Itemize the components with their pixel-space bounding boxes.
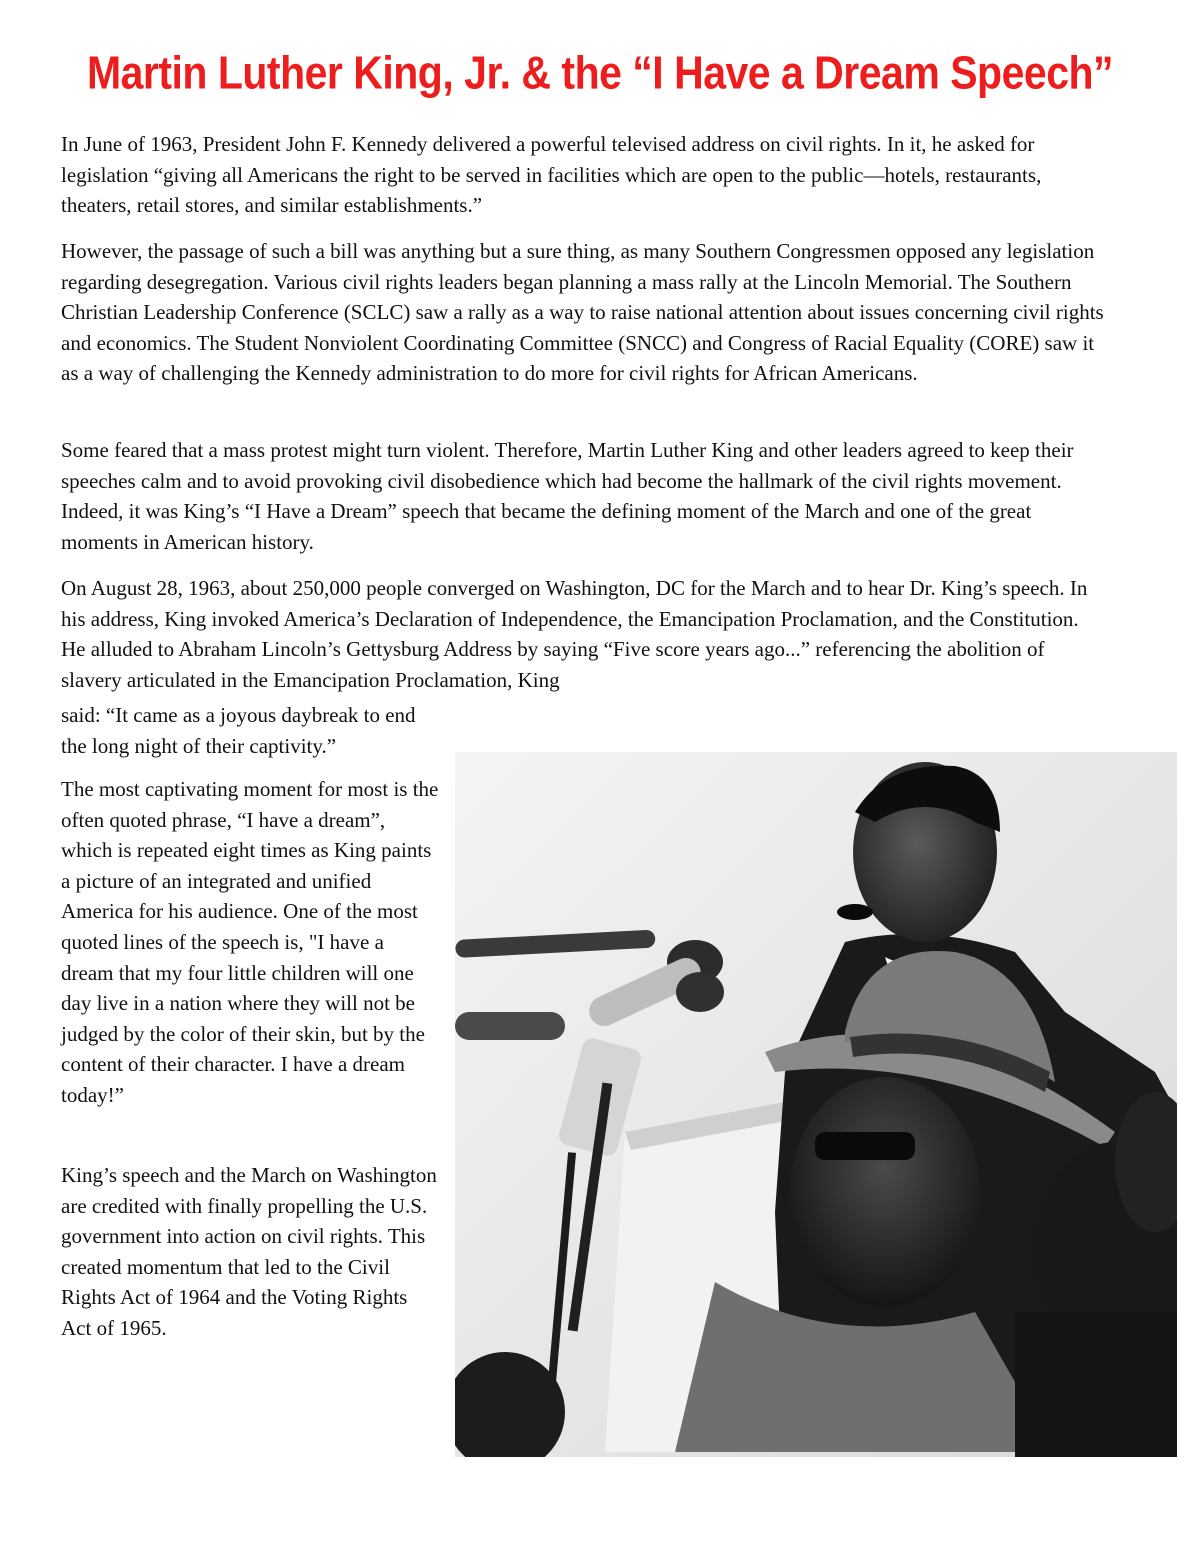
paragraph-daybreak-quote: said: “It came as a joyous daybreak to end the long night of their captivity.”	[61, 703, 416, 758]
mlk-speech-photo	[455, 752, 1177, 1457]
paragraph-kennedy-address: In June of 1963, President John F. Kennedy delivered a powerful televised address on civil rights. In it, he asked for legislation “giving all Americans the right to be served in facilities which are open to the public—hotels, restaurants, theaters, retail stores, and similar establishments.”	[61, 132, 1042, 218]
paragraph-legacy: King’s speech and the March on Washington are credited with finally propelling the U.S. government into action on civil rights. This created momentum that led to the Civil Rights Act of 1964 and the Voting Rights Act of 1965.	[61, 1163, 437, 1340]
page-title: Martin Luther King, Jr. & the “I Have a Dream Speech”	[86, 47, 1114, 99]
paragraph-i-have-a-dream: The most captivating moment for most is the often quoted phrase, “I have a dream”, which is repeated eight times as King paints a picture of an integrated and unified America for his audience. One of the most quoted lines of the speech is, "I have a dream that my four little children will one day live in a nation where they will not be judged by the color of their skin, but by the content of their character. I have a dream today!”	[61, 777, 439, 1107]
paragraph-mass-protest: Some feared that a mass protest might turn violent. Therefore, Martin Luther King and other leaders agreed to keep their speeches calm and to avoid provoking civil disobedience which had become the hallmark of the civil rights movement. Indeed, it was King’s “I Have a Dream” speech that became the defining moment of the March and one of the great moments in American history.	[61, 438, 1074, 554]
paragraph-march-on-washington: On August 28, 1963, about 250,000 people converged on Washington, DC for the March and to hear Dr. King’s speech. In his address, King invoked America’s Declaration of Independence, the Emancipation Proclamation, and the Constitution. He alluded to Abraham Lincoln’s Gettysburg Address by saying “Five score years ago...” referencing the abolition of slavery articulated in the Emancipation Proclamation, King	[61, 576, 1088, 692]
ranger-face	[790, 1077, 980, 1307]
paragraph-legislation-rally: However, the passage of such a bill was anything but a sure thing, as many Southern Congressmen opposed any legislation regarding desegregation. Various civil rights leaders began planning a mass rally at the Lincoln Memorial. The Southern Christian Leadership Conference (SCLC) saw a rally as a way to raise national attention about issues concerning civil rights and economics. The Student Nonviolent Coordinating Committee (SNCC) and Congress of Racial Equality (CORE) saw it as a way of challenging the Kennedy administration to do more for civil rights for African Americans.	[61, 239, 1104, 386]
